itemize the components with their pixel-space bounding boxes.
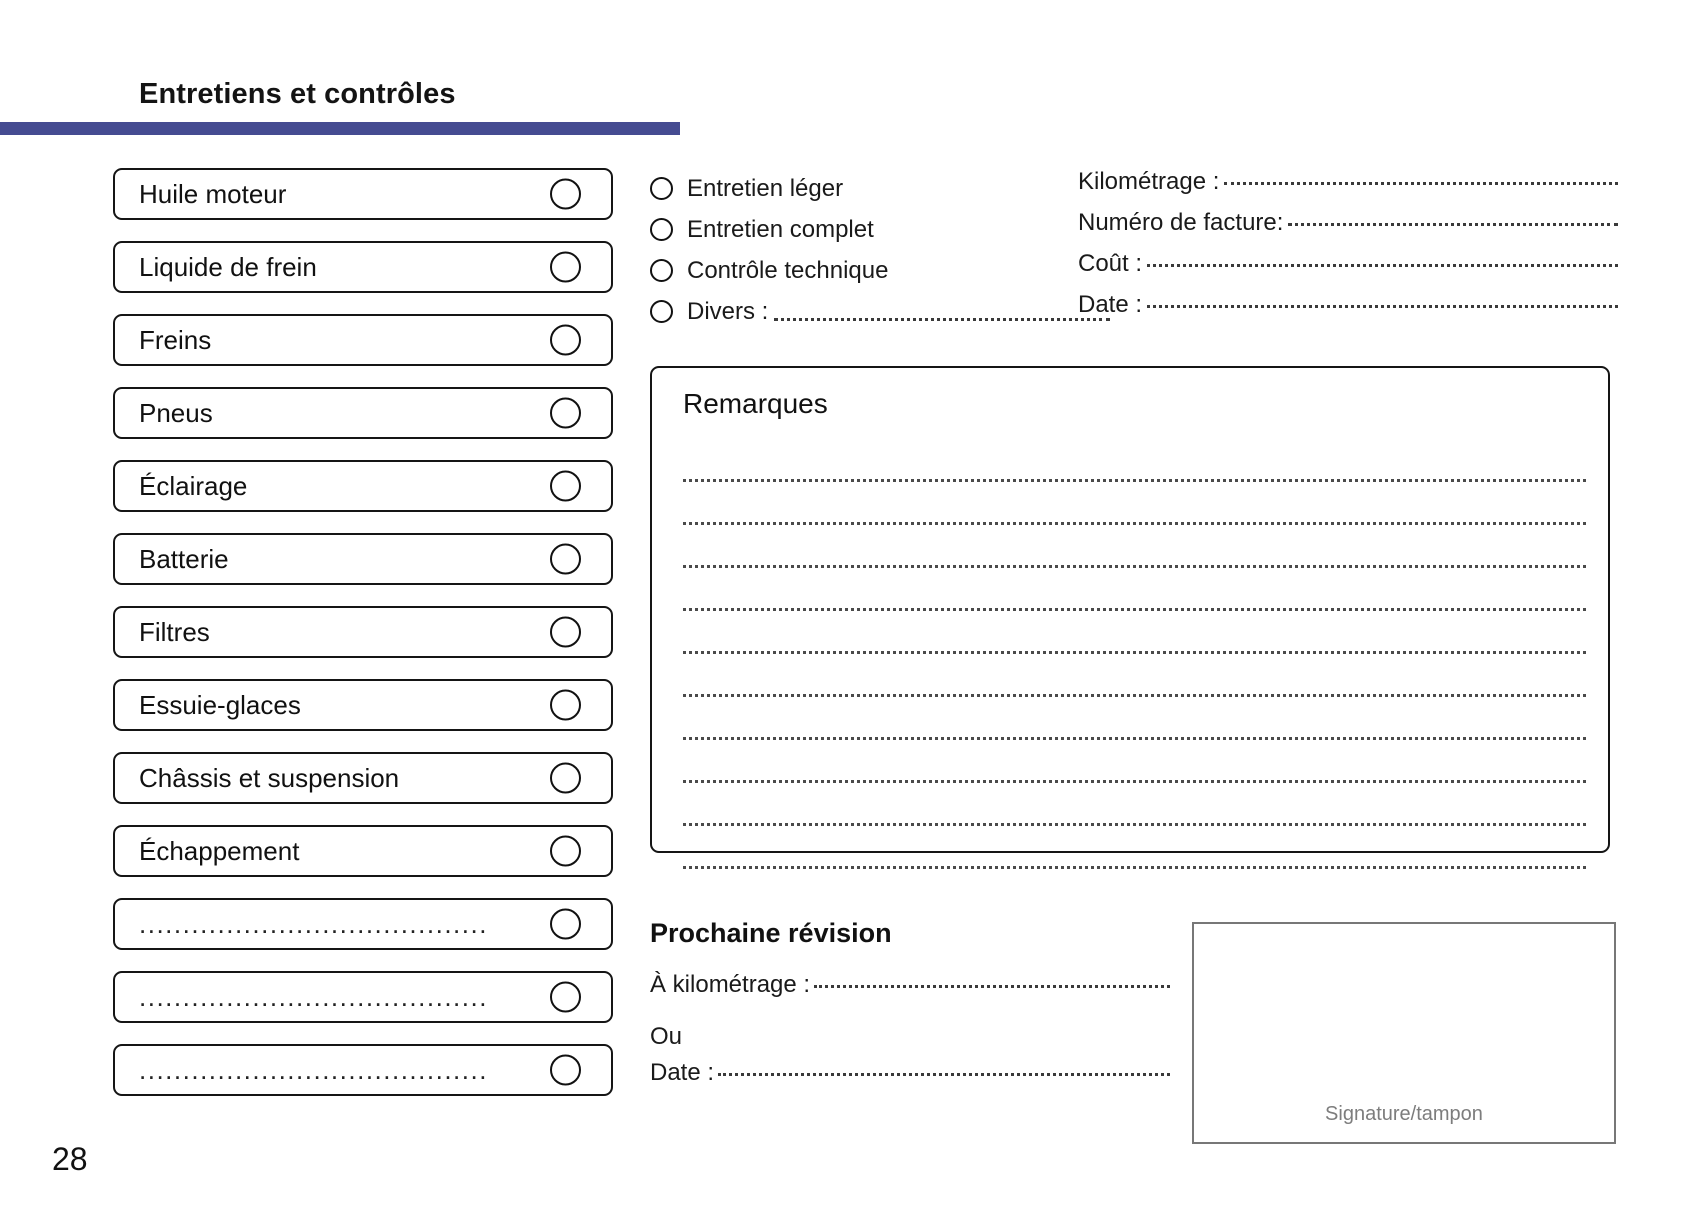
checklist-item-label: Liquide de frein xyxy=(139,251,317,282)
next-revision-date-input-line[interactable] xyxy=(718,1059,1170,1076)
next-revision-mileage-field[interactable] xyxy=(650,971,1170,1015)
checklist-item-blank[interactable] xyxy=(113,971,613,1023)
invoice-fields-group xyxy=(1078,168,1618,332)
checkbox-circle-icon[interactable] xyxy=(550,982,581,1013)
invoice-field-input-line[interactable] xyxy=(1147,291,1618,308)
checkbox-circle-icon[interactable] xyxy=(550,909,581,940)
invoice-field-label: Numéro de facture: xyxy=(1078,209,1284,236)
remarks-line[interactable] xyxy=(683,740,1586,783)
invoice-field-input-line[interactable] xyxy=(1147,250,1618,267)
checklist-item-label: Pneus xyxy=(139,397,213,428)
checklist-item-label: Huile moteur xyxy=(139,178,287,209)
service-type-label: Contrôle technique xyxy=(687,256,889,284)
next-revision-date-label: Date : xyxy=(650,1059,715,1086)
checkbox-circle-icon[interactable] xyxy=(550,252,581,283)
next-revision-mileage-label: À kilométrage : xyxy=(650,971,811,998)
service-type-option-other[interactable] xyxy=(650,291,1110,332)
remarks-line[interactable] xyxy=(683,654,1586,697)
service-type-option[interactable] xyxy=(650,209,1110,250)
header-rule xyxy=(0,122,680,135)
next-revision-title: Prochaine révision xyxy=(650,918,892,948)
radio-circle-icon[interactable] xyxy=(650,177,673,200)
checklist-item-label: Châssis et suspension xyxy=(139,762,400,793)
radio-circle-icon[interactable] xyxy=(650,259,673,282)
checklist-item[interactable] xyxy=(113,679,613,731)
checklist-item-blank[interactable] xyxy=(113,898,613,950)
checklist-item-label: Batterie xyxy=(139,543,229,574)
next-revision-date-field[interactable] xyxy=(650,1059,1170,1103)
checklist-item[interactable] xyxy=(113,825,613,877)
remarks-line[interactable] xyxy=(683,482,1586,525)
remarks-line[interactable] xyxy=(683,826,1586,869)
checkbox-circle-icon[interactable] xyxy=(550,179,581,210)
remarks-line[interactable] xyxy=(683,568,1586,611)
checklist-item[interactable] xyxy=(113,168,613,220)
checkbox-circle-icon[interactable] xyxy=(550,471,581,502)
invoice-field[interactable] xyxy=(1078,291,1618,332)
remarks-lines[interactable] xyxy=(683,439,1586,869)
checkbox-circle-icon[interactable] xyxy=(550,690,581,721)
remarks-title: Remarques xyxy=(683,388,828,419)
service-type-option[interactable] xyxy=(650,250,1110,291)
invoice-field-label: Kilométrage : xyxy=(1078,168,1220,195)
signature-box[interactable] xyxy=(1192,922,1616,1144)
checklist-item-label: Freins xyxy=(139,324,212,355)
remarks-box[interactable] xyxy=(650,366,1610,853)
next-revision-mileage-input-line[interactable] xyxy=(814,971,1170,988)
radio-circle-icon[interactable] xyxy=(650,218,673,241)
divers-input-line[interactable] xyxy=(774,303,1110,321)
checkbox-circle-icon[interactable] xyxy=(550,398,581,429)
invoice-field-input-line[interactable] xyxy=(1288,209,1618,226)
checklist-item-blank-line: ........................................ xyxy=(139,1054,488,1085)
radio-circle-icon[interactable] xyxy=(650,300,673,323)
checklist-item-label: Éclairage xyxy=(139,470,248,501)
invoice-field[interactable] xyxy=(1078,209,1618,250)
invoice-field-input-line[interactable] xyxy=(1224,168,1618,185)
checklist-item[interactable] xyxy=(113,533,613,585)
checklist-item[interactable] xyxy=(113,387,613,439)
checklist-item[interactable] xyxy=(113,241,613,293)
service-type-group xyxy=(650,168,1110,332)
remarks-line[interactable] xyxy=(683,783,1586,826)
checklist-item-label: Essuie-glaces xyxy=(139,689,301,720)
service-type-label: Entretien léger xyxy=(687,174,844,202)
service-type-label: Entretien complet xyxy=(687,215,874,243)
maintenance-checklist xyxy=(113,168,613,1117)
checklist-item[interactable] xyxy=(113,606,613,658)
remarks-line[interactable] xyxy=(683,611,1586,654)
service-type-option[interactable] xyxy=(650,168,1110,209)
checkbox-circle-icon[interactable] xyxy=(550,1055,581,1086)
remarks-line[interactable] xyxy=(683,439,1586,482)
checkbox-circle-icon[interactable] xyxy=(550,544,581,575)
checklist-item-blank-line: ........................................ xyxy=(139,981,488,1012)
checkbox-circle-icon[interactable] xyxy=(550,763,581,794)
signature-caption: Signature/tampon xyxy=(1325,1103,1483,1125)
remarks-line[interactable] xyxy=(683,525,1586,568)
checklist-item[interactable] xyxy=(113,314,613,366)
page-number: 28 xyxy=(52,1141,88,1177)
service-type-label: Divers : xyxy=(687,297,769,325)
invoice-field[interactable] xyxy=(1078,250,1618,291)
checklist-item-blank-line: ........................................ xyxy=(139,908,488,939)
checkbox-circle-icon[interactable] xyxy=(550,836,581,867)
checkbox-circle-icon[interactable] xyxy=(550,325,581,356)
checklist-item[interactable] xyxy=(113,460,613,512)
invoice-field-label: Coût : xyxy=(1078,250,1143,277)
next-revision-or-label: Ou xyxy=(650,1023,683,1050)
checklist-item-label: Échappement xyxy=(139,835,300,866)
page-header xyxy=(0,78,680,135)
invoice-field-label: Date : xyxy=(1078,291,1143,318)
checklist-item[interactable] xyxy=(113,752,613,804)
checklist-item-label: Filtres xyxy=(139,616,210,647)
remarks-line[interactable] xyxy=(683,697,1586,740)
invoice-field[interactable] xyxy=(1078,168,1618,209)
next-revision-section xyxy=(650,918,1170,1103)
checkbox-circle-icon[interactable] xyxy=(550,617,581,648)
checklist-item-blank[interactable] xyxy=(113,1044,613,1096)
page-title: Entretiens et contrôles xyxy=(139,78,456,110)
